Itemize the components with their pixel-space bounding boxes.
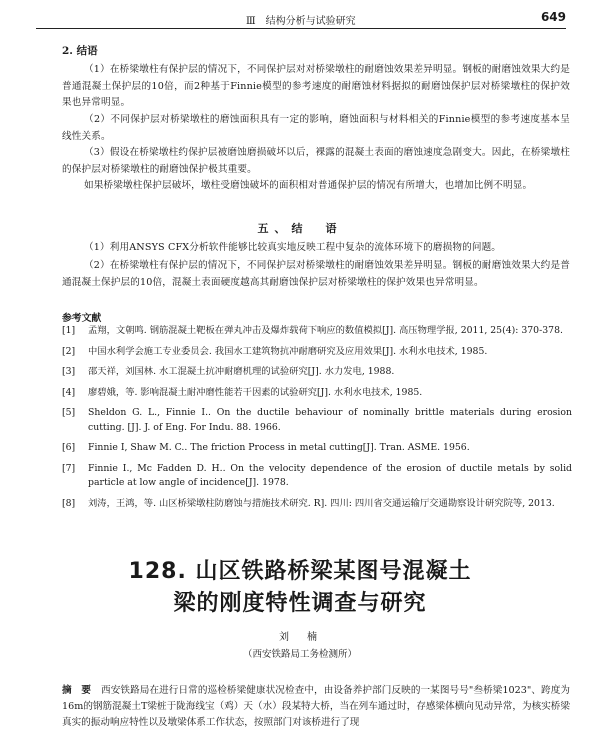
conclusion-paragraph-4: 如果桥梁墩柱保护层破坏，墩柱受磨蚀破坏的面积相对普通保护层的情况有所增大，也增加比例不明显。 [84, 180, 533, 191]
conclusion-paragraph-3: （3）假设在桥梁墩柱约保护层被磨蚀磨损破坏以后，裸露的混凝土表面的磨蚀速度急剧变大。因此，在桥梁墩柱的保护层对桥梁墩柱的耐磨蚀保护极其重要。 [62, 147, 570, 175]
running-section-title: Ⅲ 结构分析与试验研究 [246, 16, 356, 27]
conclusion-heading: 2. 结语 [62, 45, 98, 57]
page-header [36, 10, 566, 29]
reference-item: [5] Sheldon G. L., Finnie I.. On the ductile behaviour of nominally brittle materials during erosion cutting. [J]. J. of Eng. For Indu. 88. 1966. [62, 407, 572, 433]
article-author: 刘 楠 [279, 632, 321, 643]
reference-list [62, 324, 572, 517]
section-5-paragraph-2: （2）在桥梁墩柱有保护层的情况下，不同保护层对桥梁墩柱的耐磨蚀效果差异明显。钢板的耐磨蚀效果大约是普通混凝土保护层的10倍，混凝土表面硬度越高其耐磨蚀保护层对桥梁墩柱的保护效果也异常明显。 [62, 260, 570, 288]
article-abstract [62, 683, 570, 731]
abstract-label: 摘 要 [62, 685, 92, 696]
abstract-text: 西安铁路局在进行日常的巡检桥梁健康状况检查中，由设备养护部门反映的一某图号号"叁桥梁1023"、跨度为16m的钢筋混凝土T梁桩于陇海线宝（鸡）天（水）段某特大桥，当在列车通过时，存感梁体横向见动异常，为核实桥梁真实的振动响应特性以及墩梁体系工作状态，按照部门对该桥进行了现 [62, 685, 570, 728]
section-5-heading: 五、结 语 [257, 222, 343, 235]
article-title-line-2: 梁的刚度特性调查与研究 [173, 591, 427, 616]
conclusion-paragraph-1: （1）在桥梁墩柱有保护层的情况下，不同保护层对对桥梁墩柱的耐磨蚀效果差异明显。钢板的耐磨蚀效果大约是普通混凝土保护层的10倍，而2种基于Finnie模型的参考速度的耐磨蚀材料据拟的耐磨蚀保护层对桥梁墩柱的保护效果也异常明显。 [62, 64, 570, 108]
reference-item: [2] 中国水利学会施工专业委员会. 我国水工建筑物抗冲耐磨研究及应用效果[J]. 水利水电技术, 1985. [62, 345, 488, 357]
page-number: 649 [540, 10, 566, 24]
reference-item: [8] 刘涛，王鸿，等. 山区桥梁墩柱防磨蚀与措施技术研究. R]. 四川: 四川省交通运输厅交通勘察设计研究院等, 2013. [62, 497, 555, 509]
references-heading: 参考文献 [62, 313, 102, 324]
conclusion-paragraph-2: （2）不同保护层对桥梁墩柱的磨蚀面积具有一定的影响，磨蚀面积与材料相关的Finnie模型的参考速度基本呈线性关系。 [62, 114, 570, 142]
section-5-paragraph-1: （1）利用ANSYS CFX分析软件能够比较真实地反映工程中复杂的流体环境下的磨损物的问题。 [84, 242, 502, 253]
reference-item: [1] 孟翔，文朝鸣. 钢筋混凝土靶板在弹丸冲击及爆炸载荷下响应的数值模拟[J]. 高压物理学报, 2011, 25(4): 370-378. [62, 325, 563, 336]
reference-item: [7] Finnie I., Mc Fadden D. H.. On the velocity dependence of the erosion of ductile metals by solid particle at low angle of incidence[J]. 1978. [62, 462, 572, 488]
article-affiliation: （西安铁路局工务检测所） [242, 649, 357, 660]
reference-item: [4] 廖碧娥，等. 影响混凝土耐冲磨性能若干因素的试验研究[J]. 水利水电技术, 1985. [62, 386, 423, 398]
article-title-line-1: 128. 山区铁路桥梁某图号混凝土 [128, 559, 472, 584]
reference-item: [3] 邵天祥，刘国林. 水工混凝土抗冲耐磨机理的试验研究[J]. 水力发电, 1988. [62, 366, 395, 377]
reference-item: [6] Finnie I, Shaw M. C.. The friction Process in metal cutting[J]. Tran. ASME. 1956. [62, 442, 470, 453]
